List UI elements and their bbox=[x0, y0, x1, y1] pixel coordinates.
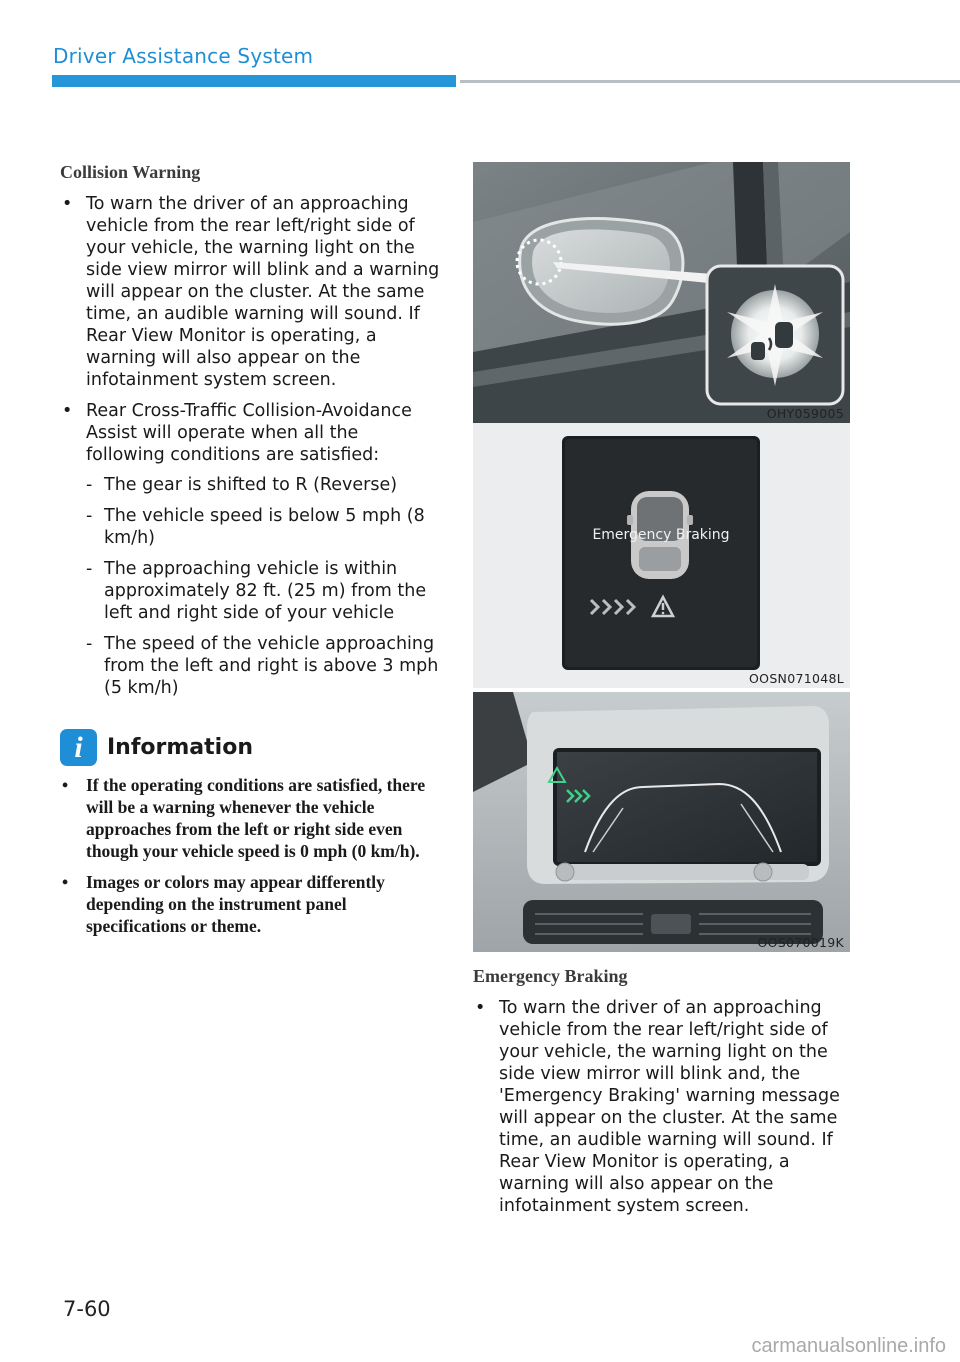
condition-item: - The gear is shifted to R (Reverse) bbox=[86, 474, 440, 496]
figure-code: OOSN071048L bbox=[749, 671, 844, 686]
collision-bullet-2 bbox=[60, 400, 440, 699]
collision-bullet-2-text: Rear Cross-Traffic Collision-Avoidance Assist will operate when all the following conditions are satisfied: bbox=[86, 401, 412, 465]
emergency-bullet-list bbox=[473, 997, 851, 1217]
cluster-display-illustration bbox=[473, 423, 850, 688]
information-bullet-1: • If the operating conditions are satisfied, there will be a warning whenever the vehicle approaches from the left or right side even though your vehicle speed is 0 mph (0 km/h). bbox=[60, 774, 440, 862]
website-watermark: carmanualsonline.info bbox=[751, 1335, 946, 1357]
left-column bbox=[60, 162, 440, 946]
conditions-list bbox=[86, 474, 440, 699]
information-header bbox=[60, 729, 440, 766]
information-box bbox=[60, 729, 440, 937]
figure-code: OOS070019K bbox=[757, 935, 844, 950]
figure-side-mirror bbox=[473, 162, 850, 423]
condition-item: - The speed of the vehicle approaching from the left and right is above 3 mph (5 km/h) bbox=[86, 633, 440, 699]
cluster-warning-message: Emergency Braking bbox=[592, 527, 730, 543]
collision-warning-heading: Collision Warning bbox=[60, 162, 201, 182]
emergency-bullet-1: • To warn the driver of an approaching vehicle from the rear left/right side of your vehicle, the warning light on the side view mirror will blink and, the 'Emergency Braking' warning message will appear on the cluster. At the same time, an audible warning will sound. If Rear View Monitor is operating, a warning will also appear on the infotainment system screen. bbox=[473, 997, 851, 1217]
info-icon: i bbox=[60, 729, 97, 766]
collision-bullet-list bbox=[60, 193, 440, 699]
information-title: Information bbox=[107, 735, 253, 760]
information-bullet-list bbox=[60, 774, 440, 937]
right-column bbox=[473, 162, 851, 1226]
figure-code: OHY059005 bbox=[766, 406, 844, 421]
header-divider-line bbox=[460, 80, 960, 83]
condition-item: - The vehicle speed is below 5 mph (8 km/h) bbox=[86, 505, 440, 549]
figure-cluster-message bbox=[473, 423, 850, 688]
information-bullet-2: • Images or colors may appear differently depending on the instrument panel specifications or theme. bbox=[60, 871, 440, 937]
collision-bullet-1: • To warn the driver of an approaching vehicle from the rear left/right side of your vehicle, the warning light on the side view mirror will blink and a warning will appear on the cluster. At the same time, an audible warning will sound. If Rear View Monitor is operating, a warning will also appear on the infotainment system screen. bbox=[60, 193, 440, 391]
page-number: 7-60 bbox=[63, 1297, 111, 1321]
emergency-braking-section bbox=[473, 966, 851, 1217]
infotainment-screen-illustration bbox=[473, 692, 850, 952]
header-accent-bar bbox=[52, 75, 456, 87]
figure-infotainment-screen bbox=[473, 692, 850, 952]
section-header-title: Driver Assistance System bbox=[53, 44, 314, 68]
emergency-braking-heading: Emergency Braking bbox=[473, 966, 628, 986]
condition-item: - The approaching vehicle is within approximately 82 ft. (25 m) from the left and right side of your vehicle bbox=[86, 558, 440, 624]
side-mirror-illustration bbox=[473, 162, 850, 423]
